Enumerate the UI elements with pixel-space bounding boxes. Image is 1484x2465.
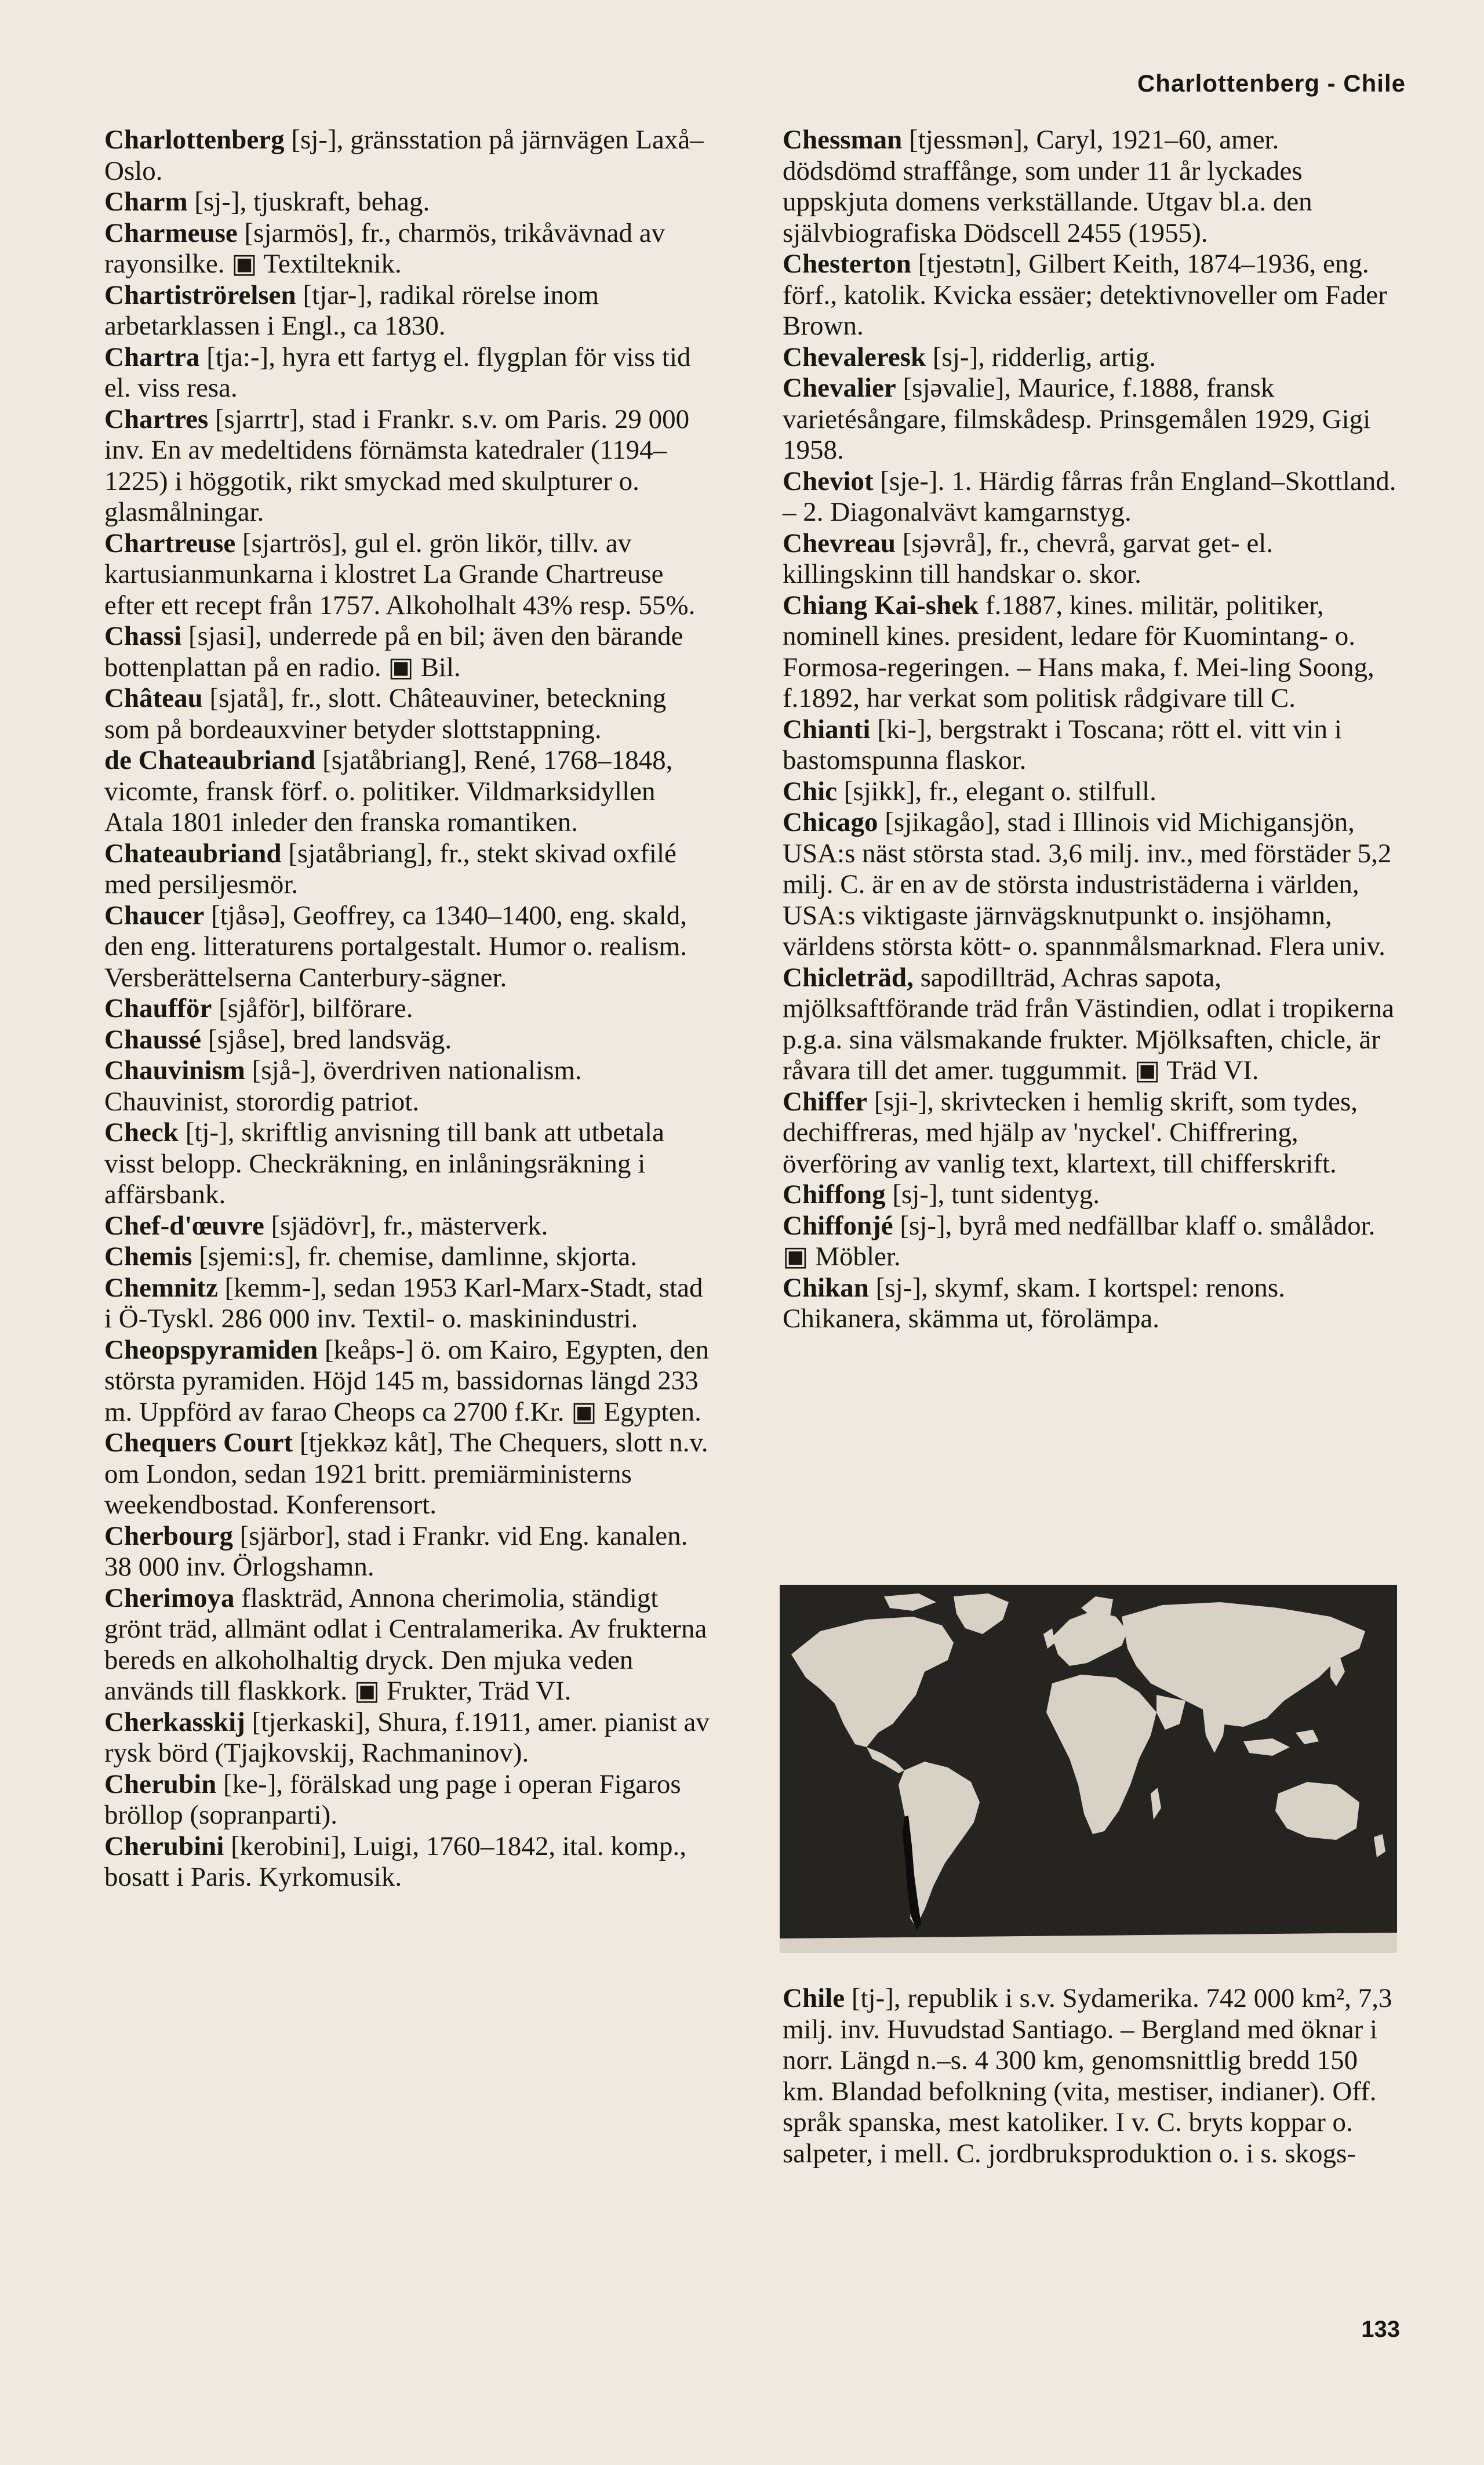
entry-headword: Charmeuse [104, 217, 238, 248]
dictionary-entry [104, 342, 713, 404]
entry-headword: Chiffong [783, 1179, 886, 1210]
dictionary-entry [104, 901, 713, 994]
entry-definition: [tja:-], hyra ett fartyg el. flygplan för viss tid el. viss resa. [104, 342, 691, 403]
dictionary-entry [104, 1707, 713, 1769]
dictionary-entry [104, 528, 713, 622]
entry-definition: [sjəvalie], Maurice, f.1888, fransk varietésångare, filmskådesp. Prinsgemålen 1929, Gigi 1958. [783, 373, 1371, 465]
entry-definition: [sj-], gränsstation på järnvägen Laxå–Oslo. [104, 125, 704, 186]
right-column [783, 125, 1397, 1335]
entry-headword: Cherkasskij [104, 1707, 245, 1737]
entry-headword: Chiffonjé [783, 1210, 893, 1241]
dictionary-entry [104, 218, 713, 280]
entry-headword: de Chateaubriand [104, 745, 316, 775]
entry-headword: Chaufför [104, 993, 212, 1023]
entry-headword: Chicleträd, [783, 962, 914, 993]
entry-definition: [sjartrös], gul el. grön likör, tillv. av kartusianmunkarna i klostret La Grande Chartreuse efter ett recept från 1757. Alkoholhalt 43% resp. 55%. [104, 528, 696, 620]
dictionary-entry [104, 1211, 713, 1242]
entry-definition: [tjestətn], Gilbert Keith, 1874–1936, eng. förf., katolik. Kvicka essäer; detektivnoveller om Fader Brown. [783, 249, 1387, 341]
entry-definition: [sjatåbriang], René, 1768–1848, vicomte, fransk förf. o. politiker. Vildmarksidyllen Atala 1801 inleder den franska romantiken. [104, 745, 673, 837]
entry-headword: Chesterton [783, 249, 911, 279]
entry-headword: Cherubin [104, 1769, 217, 1799]
entry-definition: [tjerkaski], Shura, f.1911, amer. pianist av rysk börd (Tjajkovskij, Rachmaninov). [104, 1707, 710, 1768]
entry-definition: [sjå-], överdriven nationalism. Chauvinist, storordig patriot. [104, 1055, 582, 1117]
entry-definition: [sjädövr], fr., mästerverk. [271, 1210, 548, 1241]
dictionary-entry [104, 1241, 713, 1273]
entry-headword: Chicago [783, 807, 878, 837]
entry-definition: [sjasi], underrede på en bil; även den bärande bottenplattan på en radio. ▣ Bil. [104, 621, 683, 682]
dictionary-entry [104, 838, 713, 901]
entry-headword: Chevalier [783, 373, 896, 403]
entry-headword: Chiffer [783, 1086, 868, 1117]
dictionary-entry [783, 1179, 1397, 1211]
world-map-figure [780, 1585, 1397, 1953]
dictionary-entry [104, 1831, 713, 1893]
entry-headword: Cherimoya [104, 1582, 235, 1613]
entry-definition: [sjåse], bred landsväg. [208, 1024, 452, 1055]
entry-headword: Cherubini [104, 1831, 224, 1861]
dictionary-entry [783, 249, 1397, 342]
entry-headword: Chartreuse [104, 528, 236, 558]
dictionary-entry [104, 1117, 713, 1211]
entry-definition: [tjekkəz kåt], The Chequers, slott n.v. om London, sedan 1921 britt. premiärministerns weekendbostad. Konferensort. [104, 1428, 708, 1520]
dictionary-entry [783, 590, 1397, 714]
entry-headword: Chikan [783, 1272, 869, 1303]
entry-definition: [kemm-], sedan 1953 Karl-Marx-Stadt, stad i Ö-Tyskl. 286 000 inv. Textil- o. maskinindustri. [104, 1272, 703, 1334]
left-column [104, 125, 713, 1893]
entry-definition: [tjåsə], Geoffrey, ca 1340–1400, eng. skald, den eng. litteraturens portalgestalt. Humor o. realism. Versberättelserna Canterbury-sägner. [104, 900, 688, 993]
dictionary-entry [104, 621, 713, 683]
entry-definition: [kerobini], Luigi, 1760–1842, ital. komp., bosatt i Paris. Kyrkomusik. [104, 1831, 686, 1892]
entry-headword: Chic [783, 776, 837, 807]
entry-definition: [sjåför], bilförare. [219, 993, 413, 1023]
dictionary-entry [783, 963, 1397, 1087]
entry-definition: [sj-], tunt sidentyg. [892, 1179, 1100, 1210]
dictionary-entry [783, 1211, 1397, 1273]
entry-headword: Chaucer [104, 900, 205, 931]
dictionary-entry [783, 1087, 1397, 1180]
running-title: Charlottenberg - Chile [1137, 70, 1406, 97]
entry-definition: [ki-], bergstrakt i Toscana; rött el. vitt vin i bastomspunna flaskor. [783, 714, 1342, 775]
entry-headword: Chassi [104, 621, 182, 651]
entry-headword: Chartra [104, 342, 200, 372]
dictionary-entry [104, 1769, 713, 1831]
dictionary-entry [104, 280, 713, 342]
entry-definition: f.1887, kines. militär, politiker, nominell kines. president, ledare för Kuomintang- o. Formosa-regeringen. – Hans maka, f. Mei-ling Soong, f.1892, har verkat som politisk rådgivare till C. [783, 590, 1374, 713]
entry-definition: [sj-], tjuskraft, behag. [194, 187, 430, 217]
dictionary-entry [104, 1055, 713, 1117]
entry-headword: Chevaleresk [783, 342, 926, 372]
entry-headword: Chiang Kai-shek [783, 590, 979, 620]
entry-headword: Check [104, 1117, 179, 1148]
entry-headword: Cherbourg [104, 1520, 233, 1551]
dictionary-entry [783, 125, 1397, 249]
dictionary-entry [104, 1583, 713, 1707]
entry-headword: Chemnitz [104, 1272, 218, 1303]
entry-definition: [tjar-], radikal rörelse inom arbetarklassen i Engl., ca 1830. [104, 279, 599, 341]
dictionary-entry [783, 528, 1397, 590]
dictionary-entry [104, 187, 713, 218]
entry-definition: [sjärbor], stad i Frankr. vid Eng. kanalen. 38 000 inv. Örlogshamn. [104, 1520, 688, 1582]
entry-definition: [sj-], ridderlig, artig. [932, 342, 1156, 372]
chile-entry [783, 1983, 1397, 2169]
entry-headword: Chateaubriand [104, 838, 282, 869]
dictionary-entry [104, 1335, 713, 1428]
dictionary-entry [783, 373, 1397, 466]
entry-definition: [sje-]. 1. Härdig fårras från England–Skottland. – 2. Diagonalvävt kamgarnstyg. [783, 466, 1396, 527]
dictionary-entry [104, 1273, 713, 1335]
dictionary-entry [104, 1521, 713, 1583]
dictionary-entry [104, 125, 713, 187]
entry-headword: Chartres [104, 404, 209, 434]
entry-headword: Chequers Court [104, 1428, 293, 1458]
world-map-icon [780, 1585, 1397, 1953]
entry-definition: [tj-], skriftlig anvisning till bank att utbetala visst belopp. Checkräkning, en inlåningsräkning i affärsbank. [104, 1117, 664, 1210]
dictionary-entry [104, 1428, 713, 1521]
entry-headword: Charm [104, 187, 188, 217]
entry-headword: Chevreau [783, 528, 896, 558]
entry-headword: Chef-d'œuvre [104, 1210, 264, 1241]
entry-definition: [ke-], förälskad ung page i operan Figaros bröllop (sopranparti). [104, 1769, 681, 1830]
entry-headword: Chessman [783, 125, 903, 155]
entry-definition: [sji-], skrivtecken i hemlig skrift, som tydes, dechiffreras, med hjälp av 'nyckel'. Chiffrering, överföring av vanlig text, klartext, till chifferskrift. [783, 1086, 1358, 1179]
entry-headword: Chauvinism [104, 1055, 245, 1086]
dictionary-entry [104, 993, 713, 1025]
chile-headword: Chile [783, 1983, 845, 2013]
entry-definition: [tjessmən], Caryl, 1921–60, amer. dödsdömd straffånge, som under 11 år lyckades uppskjuta domens verkställande. Utgav bl.a. den självbiografiska Dödscell 2455 (1955). [783, 125, 1312, 248]
dictionary-entry [783, 776, 1397, 808]
dictionary-entry [104, 404, 713, 528]
dictionary-entry [783, 1273, 1397, 1335]
entry-definition: [sjemi:s], fr. chemise, damlinne, skjorta. [199, 1241, 637, 1272]
entry-definition: [sjarrtr], stad i Frankr. s.v. om Paris. 29 000 inv. En av medeltidens förnämsta katedraler (1194–1225) i höggotik, rikt smyckad med skulpturer o. glasmålningar. [104, 404, 690, 527]
entry-definition: sapodillträd, Achras sapota, mjölksaftförande träd från Västindien, odlat i tropikerna p.g.a. sina välsmakande frukter. Mjölksaften, chicle, är råvara till det amer. tuggummit. ▣ Träd VI. [783, 962, 1394, 1086]
entry-definition: flaskträd, Annona cherimolia, ständigt grönt träd, allmänt odlat i Centralamerika. Av frukterna bereds en alkoholhaltig dryck. Den mjuka veden används till flaskkork. ▣ Frukter, Träd VI. [104, 1582, 707, 1706]
entry-definition: [keåps-] ö. om Kairo, Egypten, den största pyramiden. Höjd 145 m, bassidornas längd 233 m. Uppförd av farao Cheops ca 2700 f.Kr. ▣ Egypten. [104, 1334, 710, 1427]
entry-definition: [sjatåbriang], fr., stekt skivad oxfilé med persiljesmör. [104, 838, 676, 899]
dictionary-entry [783, 714, 1397, 776]
dictionary-entry [104, 1025, 713, 1056]
entry-headword: Cheopspyramiden [104, 1334, 318, 1365]
entry-definition: [sj-], byrå med nedfällbar klaff o. smålådor. ▣ Möbler. [783, 1210, 1376, 1272]
entry-headword: Chartiströrelsen [104, 279, 296, 310]
page-number: 133 [1361, 2317, 1400, 2342]
dictionary-entry [104, 683, 713, 745]
entry-definition: [sjarmös], fr., charmös, trikåvävnad av rayonsilke. ▣ Textilteknik. [104, 217, 665, 279]
entry-definition: [sjəvrå], fr., chevrå, garvat get- el. killingskinn till handskar o. skor. [783, 528, 1274, 589]
entry-definition: [sjatå], fr., slott. Châteauviner, beteckning som på bordeauxviner betyder slottstappning. [104, 683, 667, 745]
dictionary-entry [104, 745, 713, 838]
entry-headword: Chaussé [104, 1024, 202, 1055]
entry-headword: Cheviot [783, 466, 874, 496]
chile-definition: [tj-], republik i s.v. Sydamerika. 742 000 km², 7,3 milj. inv. Huvudstad Santiago. – Bergland med öknar i norr. Längd n.–s. 4 300 km, genomsnittlig bredd 150 km. Blandad befolkning (vita, mestiser, indianer). Off. språk spanska, mest katoliker. I v. C. bryts koppar o. salpeter, i mell. C. jordbruksproduktion o. i s. skogs- [783, 1983, 1392, 2169]
entry-definition: [sjikagåo], stad i Illinois vid Michigansjön, USA:s näst största stad. 3,6 milj. inv., med förstäder 5,2 milj. C. är en av de största industristäderna i världen, USA:s viktigaste järnvägsknutpunkt o. insjöhamn, världens största kött- o. spannmålsmarknad. Flera univ. [783, 807, 1392, 961]
entry-headword: Château [104, 683, 203, 713]
dictionary-entry [783, 466, 1397, 528]
dictionary-entry [783, 342, 1397, 373]
dictionary-entry [783, 807, 1397, 963]
entry-definition: [sj-], skymf, skam. I kortspel: renons. Chikanera, skämma ut, förolämpa. [783, 1272, 1285, 1334]
entry-headword: Chianti [783, 714, 871, 745]
entry-headword: Chemis [104, 1241, 192, 1272]
entry-definition: [sjikk], fr., elegant o. stilfull. [843, 776, 1156, 807]
entry-headword: Charlottenberg [104, 125, 285, 155]
